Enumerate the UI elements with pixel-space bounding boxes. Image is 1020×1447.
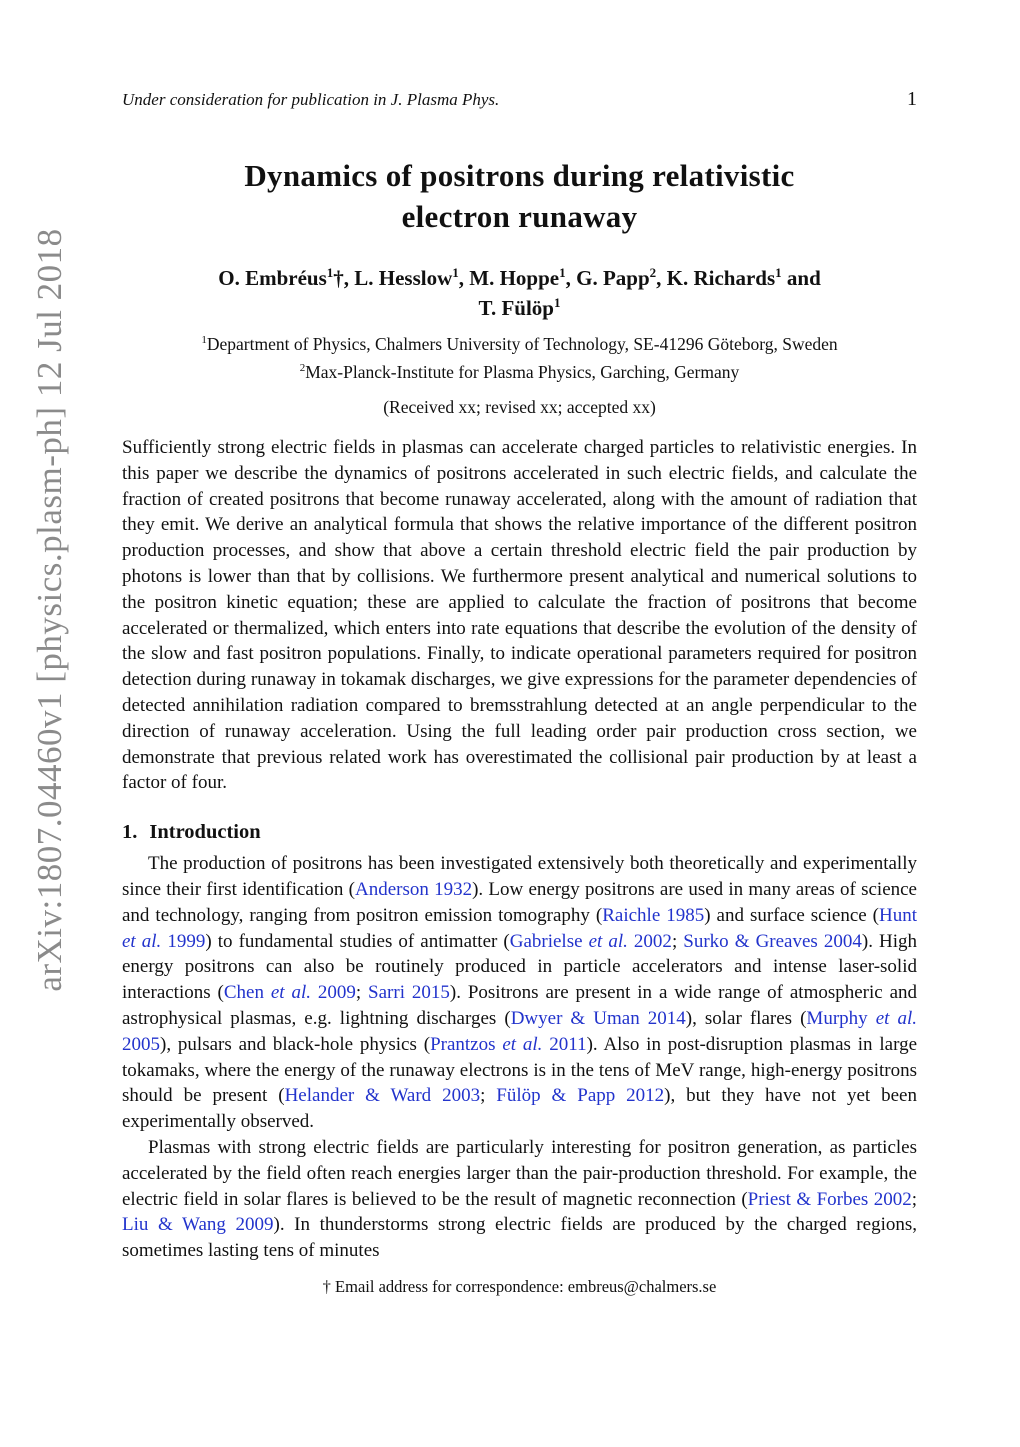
affiliations (122, 330, 917, 386)
affiliation-1 (122, 330, 917, 358)
author-line1 (122, 263, 917, 293)
paper-title-line1: Dynamics of positrons during relativistic (244, 158, 795, 193)
paper-title (122, 155, 917, 237)
text-segment: ; (671, 930, 684, 952)
text-segment: O. Embréus (218, 266, 327, 290)
text-segment: ) and surface science ( (704, 904, 880, 926)
citation-link[interactable]: 2011 (542, 1033, 587, 1055)
citation-link[interactable]: Sarri 2015 (368, 982, 450, 1004)
text-segment: and (781, 266, 821, 290)
abstract-text: Sufficiently strong electric fields in plasmas can accelerate charged particles to relativistic energies. In this paper we describe the dynamics of positrons accelerated in such electric fields, and calculate the fraction of created positrons that become runaway accelerated, along with the amount of radiation that they emit. We derive an analytical formula that shows the relative importance of the different positron production processes, and show that above a certain threshold electric field the pair production by photons is lower than that by collisions. We furthermore present analytical and numerical solutions to the positron kinetic equation; these are applied to calculate the fraction of positrons that become accelerated or thermalized, which enters into rate equations that describe the evolution of the density of the slow and fast positron populations. Finally, to indicate operational parameters required for positron detection during runaway in tokamak discharges, we give expressions for the parameter dependencies of detected annihilation radiation compared to bremsstrahlung detected at an angle perpendicular to the direction of runaway acceleration. Using the full leading order pair production cross section, we demonstrate that previous related work has overestimated the collisional pair production by at least a factor of four. (122, 437, 917, 794)
paper-title-line2: electron runaway (401, 199, 638, 234)
citation-link[interactable]: 2009 (310, 982, 356, 1004)
text-segment: Plasmas with strong electric fields are particularly interesting for positron generation, as particles accelerated by the field often reach energies larger than the pair-production threshold. For example, the electric field in solar flares is believed to be the result of magnetic reconnection ( (122, 1136, 917, 1210)
section-heading-introduction (122, 821, 917, 844)
running-head-text: Under consideration for publication in J. Plasma Phys. (122, 90, 500, 109)
text-segment: ). Positrons are present in a wide range of atmospheric and astrophysical plasmas, e.g. lightning discharges ( (122, 982, 918, 1029)
citation-link[interactable]: 2005 (122, 1033, 160, 1055)
citation-link[interactable]: et al. (588, 930, 628, 952)
citation-link[interactable]: Anderson 1932 (354, 878, 473, 900)
citation-link[interactable]: Raichle 1985 (602, 904, 705, 926)
author-line2 (122, 293, 917, 323)
text-segment: ). Also in post-disruption plasmas in large tokamaks, where the energy of the runaway electrons is in the tens of MeV range, high-energy positrons should be present ( (122, 1033, 917, 1107)
arxiv-watermark: arXiv:1807.04460v1 [physics.plasm-ph] 12 Jul 2018 (30, 228, 69, 992)
running-header (122, 88, 917, 111)
text-segment: ; (355, 982, 369, 1004)
citation-link[interactable]: Priest & Forbes 2002 (747, 1188, 912, 1210)
citation-link[interactable]: Helander & Ward 2003 (284, 1085, 481, 1107)
correspondence-footnote: † Email address for correspondence: embreus@chalmers.se (322, 1276, 717, 1296)
superscript-marker: 1 (553, 295, 561, 310)
citation-link[interactable]: Fülöp & Papp 2012 (496, 1085, 665, 1107)
received-note: (Received xx; revised xx; accepted xx) (383, 397, 656, 417)
citation-link[interactable]: Surko & Greaves 2004 (683, 930, 862, 952)
text-segment: , M. Hoppe (458, 266, 560, 290)
citation-link[interactable]: Liu & Wang 2009 (122, 1214, 274, 1236)
citation-link[interactable]: et al. (270, 982, 311, 1004)
citation-link[interactable]: Chen (223, 982, 271, 1004)
page-number: 1 (907, 88, 917, 110)
superscript-marker: 1 (201, 334, 207, 347)
text-segment: T. Fülöp (478, 296, 554, 320)
citation-link[interactable]: Prantzos (430, 1033, 503, 1055)
citation-link[interactable]: et al. (875, 1007, 917, 1029)
text-segment: ), pulsars and black-hole physics ( (160, 1033, 431, 1055)
superscript-marker: 1 (326, 265, 334, 280)
citation-link[interactable]: et al. (122, 930, 162, 952)
text-segment: †, L. Hesslow (333, 266, 453, 290)
citation-link[interactable]: Hunt (879, 904, 918, 926)
superscript-marker: 2 (649, 265, 657, 280)
intro-paragraph-1 (122, 851, 917, 1135)
affiliation-2 (122, 358, 917, 386)
superscript-marker: 1 (559, 265, 566, 280)
text-segment: ; (911, 1188, 917, 1210)
text-segment: ), but they have not yet been experimentally observed. (122, 1085, 917, 1133)
text-segment: , G. Papp (565, 266, 650, 290)
text-segment: Max-Planck-Institute for Plasma Physics, Garching, Germany (305, 362, 740, 382)
text-segment: ). High energy positrons can also be routinely produced in particle accelerators and intense laser-solid interactions ( (122, 930, 918, 1004)
text-segment: The production of positrons has been investigated extensively both theoretically and experimentally since their first identification ( (122, 853, 917, 900)
text-segment: ; (480, 1085, 497, 1107)
section-number: 1. (122, 821, 138, 844)
citation-link[interactable]: Gabrielse (509, 930, 589, 952)
citation-link[interactable]: Murphy (806, 1007, 876, 1029)
citation-link[interactable]: 1999 (161, 930, 206, 952)
text-segment: ) to fundamental studies of antimatter ( (205, 930, 510, 952)
text-segment: , K. Richards (656, 266, 776, 290)
text-column (122, 88, 917, 1297)
citation-link[interactable]: Dwyer & Uman 2014 (510, 1007, 686, 1029)
citation-link[interactable]: 2002 (627, 930, 672, 952)
author-list (122, 263, 917, 323)
superscript-marker: 1 (775, 265, 782, 280)
text-segment: Department of Physics, Chalmers University of Technology, SE-41296 Göteborg, Sweden (206, 334, 838, 354)
text-segment: ). Low energy positrons are used in many areas of science and technology, ranging from positron emission tomography ( (122, 878, 917, 926)
text-segment: ). In thunderstorms strong electric fields are produced by the charged regions, sometimes lasting tens of minutes (122, 1214, 917, 1262)
citation-link[interactable]: et al. (502, 1033, 543, 1055)
section-title: Introduction (149, 821, 261, 844)
superscript-marker: 2 (299, 362, 306, 375)
superscript-marker: 1 (452, 265, 459, 280)
intro-paragraph-2 (122, 1135, 917, 1264)
text-segment: ), solar flares ( (685, 1007, 807, 1029)
